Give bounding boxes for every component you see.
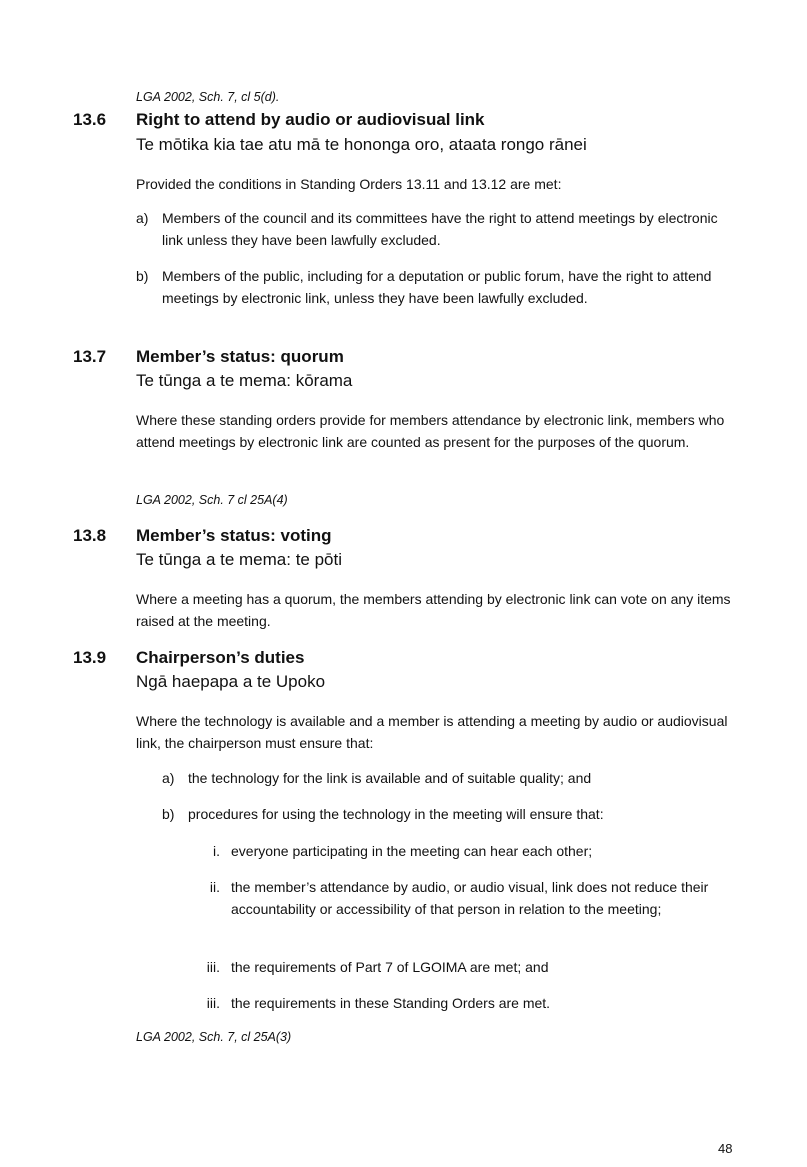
paragraph: Where these standing orders provide for members attendance by electronic link, members who attend meetings by electronic link are counted as present for the purposes of the quorum. xyxy=(136,412,725,450)
paragraph: Where the technology is available and a member is attending a meeting by audio or audiovisual link, the chairperson must ensure that: xyxy=(136,713,728,751)
list-label: b) xyxy=(136,268,149,284)
section-subtitle: Te tūnga a te mema: te pōti xyxy=(136,550,343,569)
sublist-label: ii. xyxy=(209,879,220,895)
section-title: Member’s status: quorum xyxy=(136,347,344,366)
section-number: 13.6 xyxy=(73,110,107,129)
list-label: a) xyxy=(136,210,149,226)
section-subtitle: Te tūnga a te mema: kōrama xyxy=(136,371,353,390)
page-number: 48 xyxy=(718,1141,733,1156)
list-label: a) xyxy=(162,770,175,786)
list-label: b) xyxy=(162,806,175,822)
list-item: procedures for using the technology in the meeting will ensure that: xyxy=(188,806,604,822)
section-title: Right to attend by audio or audiovisual link xyxy=(136,110,485,129)
citation: LGA 2002, Sch. 7, cl 25A(3) xyxy=(136,1030,292,1044)
paragraph: Where a meeting has a quorum, the members attending by electronic link can vote on any items raised at the meeting. xyxy=(136,591,731,629)
sublist-label: iii. xyxy=(206,995,220,1011)
paragraph: Provided the conditions in Standing Orders 13.11 and 13.12 are met: xyxy=(136,176,562,192)
sublist-item: everyone participating in the meeting can hear each other; xyxy=(231,843,593,859)
sublist-item: the requirements of Part 7 of LGOIMA are met; and xyxy=(231,959,549,975)
citation: LGA 2002, Sch. 7 cl 25A(4) xyxy=(136,493,288,507)
citation: LGA 2002, Sch. 7, cl 5(d). xyxy=(136,90,280,104)
section-title: Chairperson’s duties xyxy=(136,648,305,667)
sublist-label: i. xyxy=(213,843,220,859)
list-item: Members of the public, including for a deputation or public forum, have the right to attend meetings by electronic link, unless they have been lawfully excluded. xyxy=(162,268,712,306)
section-number: 13.7 xyxy=(73,347,107,366)
section-number: 13.8 xyxy=(73,526,107,545)
sublist-item: the requirements in these Standing Orders are met. xyxy=(231,995,551,1011)
section-subtitle: Ngā haepapa a te Upoko xyxy=(136,672,326,691)
sublist-label: iii. xyxy=(206,959,220,975)
sublist-item: the member’s attendance by audio, or audio visual, link does not reduce their accountability or accessibility of that person in relation to the meeting; xyxy=(231,879,709,917)
section-subtitle: Te mōtika kia tae atu mā te hononga oro, ataata rongo rānei xyxy=(136,135,587,154)
section-title: Member’s status: voting xyxy=(136,526,332,545)
list-item: Members of the council and its committees have the right to attend meetings by electronic link unless they have been lawfully excluded. xyxy=(162,210,718,248)
section-number: 13.9 xyxy=(73,648,107,667)
list-item: the technology for the link is available and of suitable quality; and xyxy=(188,770,592,786)
